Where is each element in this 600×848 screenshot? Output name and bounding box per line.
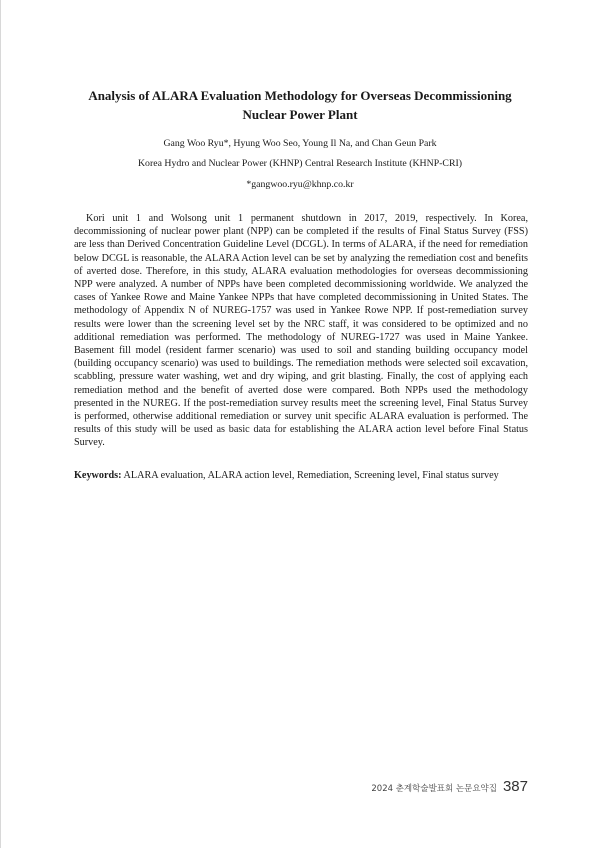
corresponding-email: *gangwoo.ryu@khnp.co.kr xyxy=(246,179,354,190)
page-number: 387 xyxy=(502,778,528,795)
authors: Gang Woo Ryu*, Hyung Woo Seo, Young Il Na, and Chan Geun Park xyxy=(163,138,437,149)
title-line-2: Nuclear Power Plant xyxy=(242,107,358,122)
keywords-text: ALARA evaluation, ALARA action level, Remediation, Screening level, Final status survey xyxy=(123,470,499,481)
proceedings-label: 2024 춘계학술발표회 논문요약집 xyxy=(371,784,497,794)
title-line-1: Analysis of ALARA Evaluation Methodology for Overseas Decommissioning xyxy=(88,88,512,103)
page-footer xyxy=(371,778,528,795)
keywords-label: Keywords: xyxy=(74,470,122,481)
abstract: Kori unit 1 and Wolsong unit 1 permanent shutdown in 2017, 2019, respectively. In Korea, decommissioning of nuclear power plant (NPP) can be completed if the results of Final Status Survey (FSS) are less than Derived Concentration Guideline Level (DCGL). In terms of ALARA, if the need for remediation below DCGL is reasonable, the ALARA Action level can be set by analyzing the remediation cost and benefits of averted dose. Therefore, in this study, ALARA evaluation methodologies for overseas decommissioning NPP were analyzed. A number of NPPs have been completed decommissioning worldwide. We analyzed the cases of Yankee Rowe and Maine Yankee NPPs that have completed decommissioning in United States. The methodology of Appendix N of NUREG-1757 was used in Yankee Rowe NPP. If post-remediation survey results were lower than the screening level set by the NRC staff, it was considered to be optimized and no additional remediation was performed. The methodology of NUREG-1727 was used in Maine Yankee. Basement fill model (resident farmer scenario) was used to soil and standing building occupancy model (building occupancy scenario) was used to buildings. The remediation methods were selected soil excavation, scabbling, pressure water washing, wet and dry wiping, and grit blasting. Finally, the cost of applying each remediation method and the benefit of averted dose were compared. Both NPPs used the methodology presented in the NUREG. If the post-remediation survey results meet the screening level, Final Status Survey is performed, otherwise additional remediation or survey unit specific ALARA evaluation is performed. The results of this study will be used as basic data for establishing the ALARA action level before Final Status Survey. xyxy=(74,213,528,449)
affiliation: Korea Hydro and Nuclear Power (KHNP) Central Research Institute (KHNP-CRI) xyxy=(137,158,463,169)
page-edge xyxy=(0,0,1,848)
keywords xyxy=(74,469,528,482)
paper-title xyxy=(60,86,540,124)
